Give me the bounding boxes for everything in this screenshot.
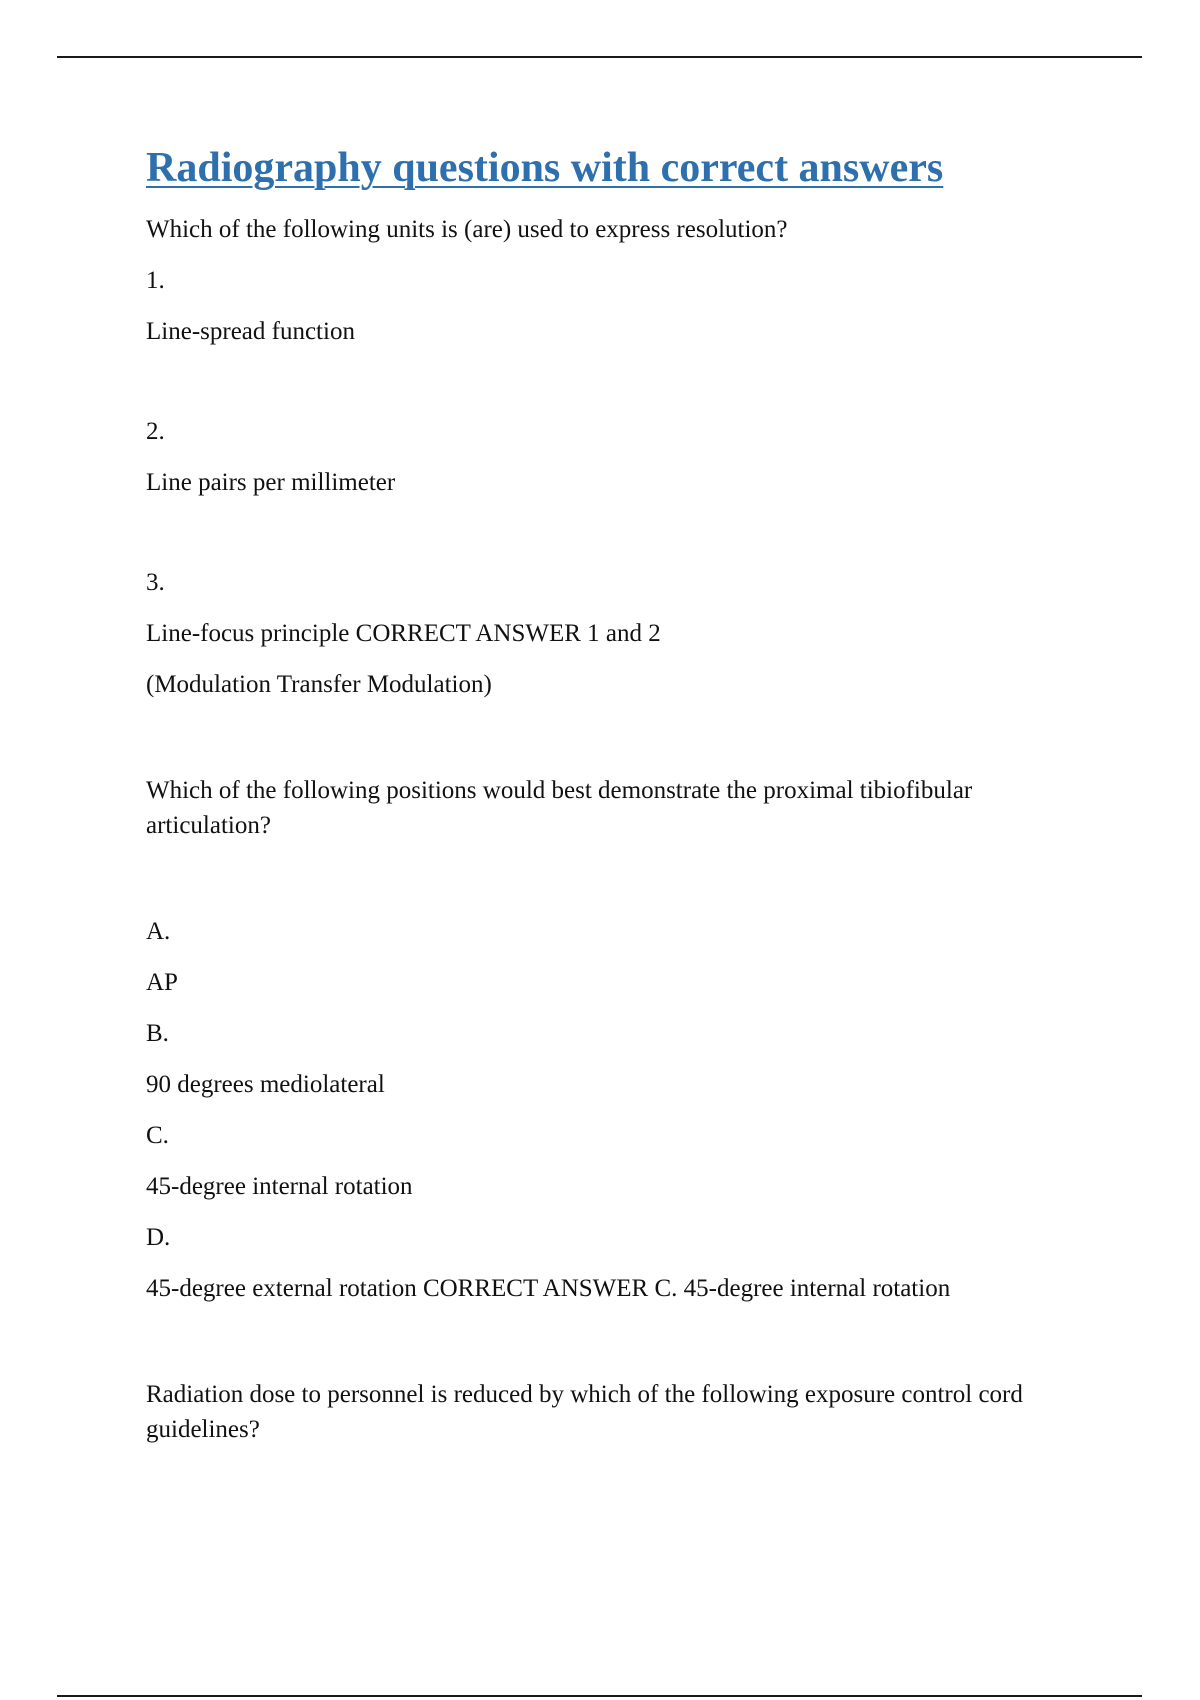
question-2-option-c-text: 45-degree internal rotation xyxy=(146,1173,413,1200)
document-body xyxy=(146,140,1091,1447)
question-2-option-d-text: 45-degree external rotation CORRECT ANSWER C. 45-degree internal rotation xyxy=(146,1275,951,1302)
footer-rule xyxy=(57,1695,1142,1697)
question-3-prompt: Radiation dose to personnel is reduced by which of the following exposure control cord guidelines? xyxy=(146,1381,1023,1443)
question-1-option-3-text: Line-focus principle CORRECT ANSWER 1 and 2 xyxy=(146,620,661,647)
question-2-option-a-label: A. xyxy=(146,918,171,945)
question-3 xyxy=(146,1377,1091,1447)
question-2 xyxy=(146,773,1091,1306)
question-2-option-b-text: 90 degrees mediolateral xyxy=(146,1071,385,1098)
question-2-option-d-label: D. xyxy=(146,1224,171,1251)
question-1 xyxy=(146,212,1091,702)
question-2-option-b-label: B. xyxy=(146,1020,169,1047)
question-1-prompt: Which of the following units is (are) used to express resolution? xyxy=(146,216,788,243)
document-title: Radiography questions with correct answers xyxy=(146,145,944,191)
question-1-option-2-label: 2. xyxy=(146,418,165,445)
question-1-option-3-label: 3. xyxy=(146,569,165,596)
question-1-option-1-label: 1. xyxy=(146,267,165,294)
question-2-option-c-label: C. xyxy=(146,1122,169,1149)
question-2-prompt: Which of the following positions would best demonstrate the proximal tibiofibular articulation? xyxy=(146,777,973,839)
question-1-option-1-text: Line-spread function xyxy=(146,318,355,345)
question-2-option-a-text: AP xyxy=(146,969,178,996)
question-1-option-2-text: Line pairs per millimeter xyxy=(146,469,396,496)
header-rule xyxy=(57,56,1142,58)
question-1-note: (Modulation Transfer Modulation) xyxy=(146,671,492,698)
